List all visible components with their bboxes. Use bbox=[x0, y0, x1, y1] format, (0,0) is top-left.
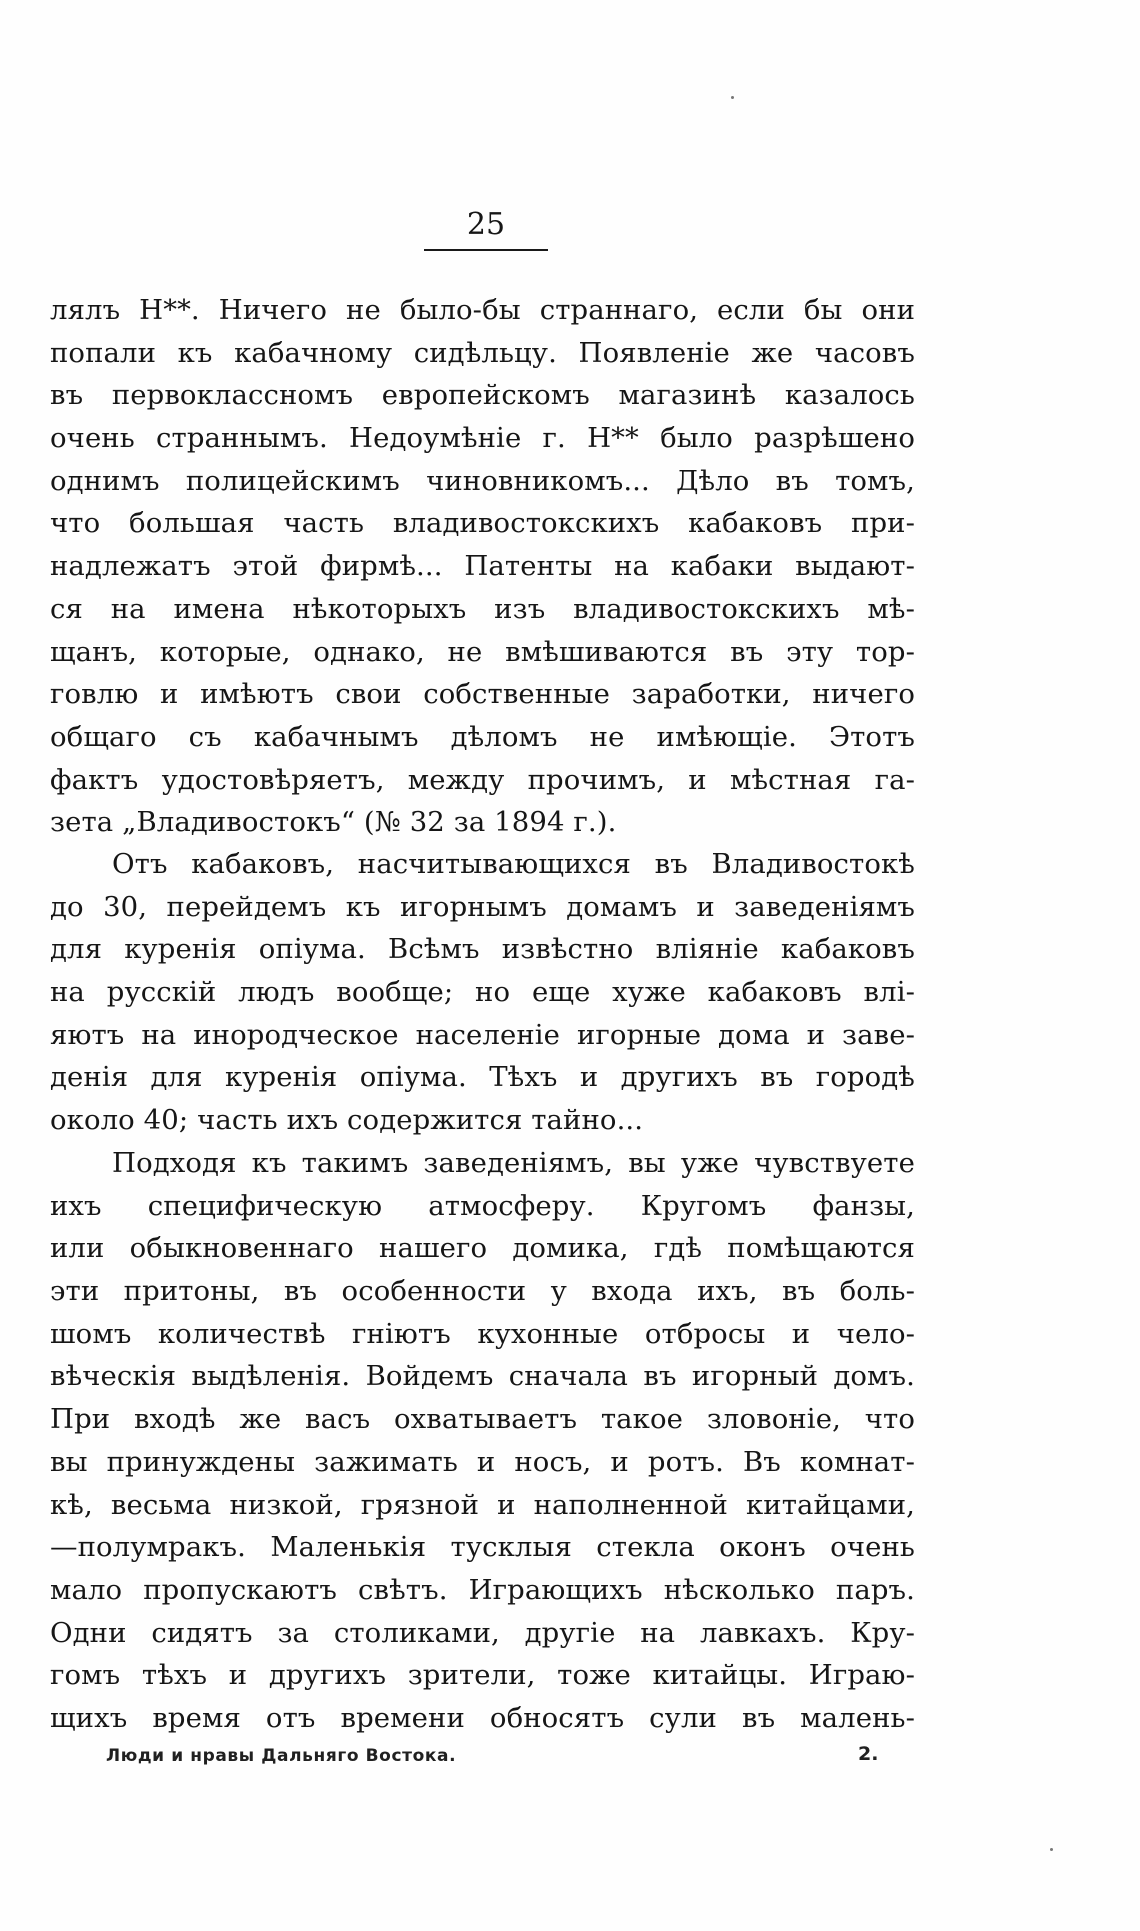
text-line: —полумракъ. Маленькія тусклыя стекла оконъ очень bbox=[50, 1531, 915, 1564]
text-line: кѣ, весьма низкой, грязной и наполненной китайцами, bbox=[50, 1488, 915, 1521]
text-line: Подходя къ такимъ заведеніямъ, вы уже чувствуете bbox=[112, 1147, 915, 1179]
text-line: денія для куренія опіума. Тѣхъ и другихъ въ городѣ bbox=[50, 1061, 915, 1094]
text-line: щихъ время отъ времени обносятъ сули въ малень- bbox=[50, 1701, 915, 1734]
text-line: фактъ удостовѣряетъ, между прочимъ, и мѣстная га- bbox=[50, 763, 915, 796]
page-number-rule bbox=[424, 249, 548, 251]
text-line: яютъ на инородческое населеніе игорные дома и заве- bbox=[50, 1018, 915, 1051]
text-line: При входѣ же васъ охватываетъ такое зловоніе, что bbox=[50, 1403, 915, 1436]
scan-speck bbox=[1050, 1848, 1053, 1851]
scan-speck bbox=[731, 96, 734, 99]
text-line: очень страннымъ. Недоумѣніе г. Н** было разрѣшено bbox=[50, 422, 915, 455]
text-line: эти притоны, въ особенности у входа ихъ, въ боль- bbox=[50, 1275, 915, 1308]
paragraph-3 bbox=[50, 1142, 915, 1740]
text-line: или обыкновеннаго нашего домика, гдѣ помѣщаются bbox=[50, 1232, 915, 1265]
text-line: шомъ количествѣ гніютъ кухонные отбросы и чело- bbox=[50, 1317, 915, 1350]
text-line: на русскій людъ вообще; но еще хуже кабаковъ влі- bbox=[50, 976, 915, 1009]
text-line: общаго съ кабачнымъ дѣломъ не имѣющіе. Этотъ bbox=[50, 720, 915, 753]
text-line: около 40; часть ихъ содержится тайно... bbox=[50, 1104, 644, 1137]
text-line: Отъ кабаковъ, насчитывающихся въ Владивостокѣ bbox=[112, 848, 915, 880]
text-line: для куренія опіума. Всѣмъ извѣстно вліяніе кабаковъ bbox=[50, 933, 915, 966]
text-line: говлю и имѣютъ свои собственные заработки, ничего bbox=[50, 678, 915, 711]
text-line: попали къ кабачному сидѣльцу. Появленіе же часовъ bbox=[50, 336, 915, 369]
text-line: надлежатъ этой фирмѣ... Патенты на кабаки выдают- bbox=[50, 550, 915, 583]
paragraph-2 bbox=[50, 843, 915, 1142]
text-line: что большая часть владивостокскихъ кабаковъ при- bbox=[50, 507, 915, 540]
text-line: щанъ, которые, однако, не вмѣшиваются въ эту тор- bbox=[50, 635, 915, 668]
text-line: однимъ полицейскимъ чиновникомъ... Дѣло въ томъ, bbox=[50, 464, 915, 497]
text-line: мало пропускаютъ свѣтъ. Играющихъ нѣсколько паръ. bbox=[50, 1573, 915, 1606]
text-line: Одни сидятъ за столиками, другіе на лавкахъ. Кру- bbox=[50, 1616, 915, 1649]
footer-book-title: Люди и нравы Дальняго Востока. bbox=[106, 1746, 457, 1766]
text-line: лялъ Н**. Ничего не было-бы страннаго, если бы они bbox=[50, 294, 915, 326]
text-line: зета „Владивостокъ“ (№ 32 за 1894 г.). bbox=[50, 806, 617, 839]
text-line: ихъ специфическую атмосферу. Кругомъ фанзы, bbox=[50, 1189, 915, 1222]
text-line: до 30, перейдемъ къ игорнымъ домамъ и заведеніямъ bbox=[50, 890, 915, 923]
paragraph-1 bbox=[50, 289, 915, 844]
footer-signature-mark: 2. bbox=[858, 1743, 879, 1765]
text-line: гомъ тѣхъ и другихъ зрители, тоже китайцы. Играю- bbox=[50, 1659, 915, 1692]
text-line: ся на имена нѣкоторыхъ изъ владивостокскихъ мѣ- bbox=[50, 592, 915, 625]
text-line: вы принуждены зажимать и носъ, и ротъ. Въ комнат- bbox=[50, 1445, 915, 1478]
text-line: вѣческія выдѣленія. Войдемъ сначала въ игорный домъ. bbox=[50, 1360, 915, 1393]
text-line: въ первоклассномъ европейскомъ магазинѣ казалось bbox=[50, 379, 915, 412]
page-number: 25 bbox=[466, 207, 506, 242]
